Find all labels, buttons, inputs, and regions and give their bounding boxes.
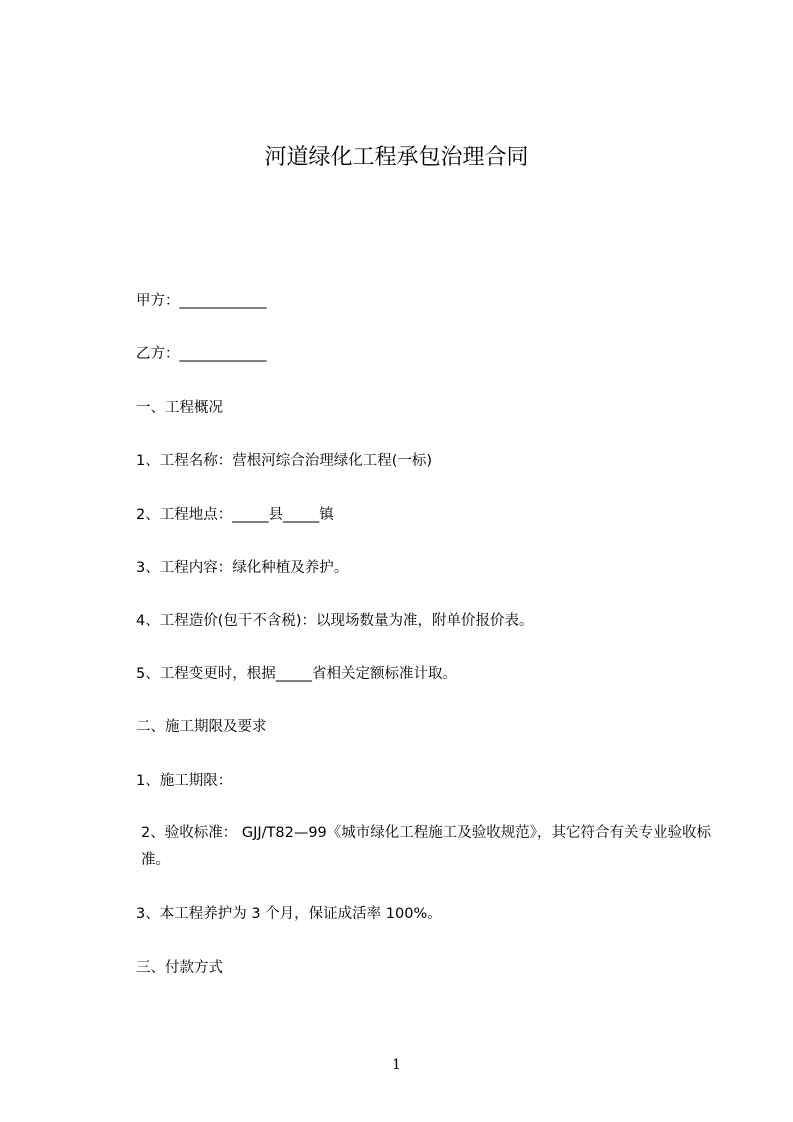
- section-heading-project-overview: 一、工程概况: [136, 400, 223, 416]
- project-content-line: 3、工程内容：绿化种植及养护。: [136, 560, 349, 576]
- document-title: 河道绿化工程承包治理合同: [264, 145, 529, 170]
- maintenance-line: 3、本工程养护为 3 个月，保证成活率 100%。: [136, 906, 442, 922]
- project-cost-line: 4、工程造价(包干不含税)：以现场数量为准，附单价报价表。: [136, 613, 534, 629]
- project-change-line: 5、工程变更时，根据_____省相关定额标准计取。: [136, 666, 457, 682]
- party-a-line: 甲方：____________: [136, 293, 267, 309]
- construction-period-line: 1、施工期限：: [136, 773, 233, 789]
- section-heading-payment: 三、付款方式: [136, 960, 223, 976]
- page-number: 1: [392, 1057, 401, 1073]
- project-location-line: 2、工程地点：_____县_____镇: [136, 507, 334, 523]
- acceptance-standard-paragraph: [105, 820, 725, 874]
- section-heading-construction-period: 二、施工期限及要求: [136, 719, 267, 735]
- party-b-line: 乙方：____________: [136, 346, 267, 362]
- project-name-line: 1、工程名称：营根河综合治理绿化工程(一标): [136, 453, 433, 469]
- acceptance-standard-text: 2、验收标准： GJJ/T82—99《城市绿化工程施工及验收规范》，其它符合有关专业验收标准。: [141, 825, 712, 868]
